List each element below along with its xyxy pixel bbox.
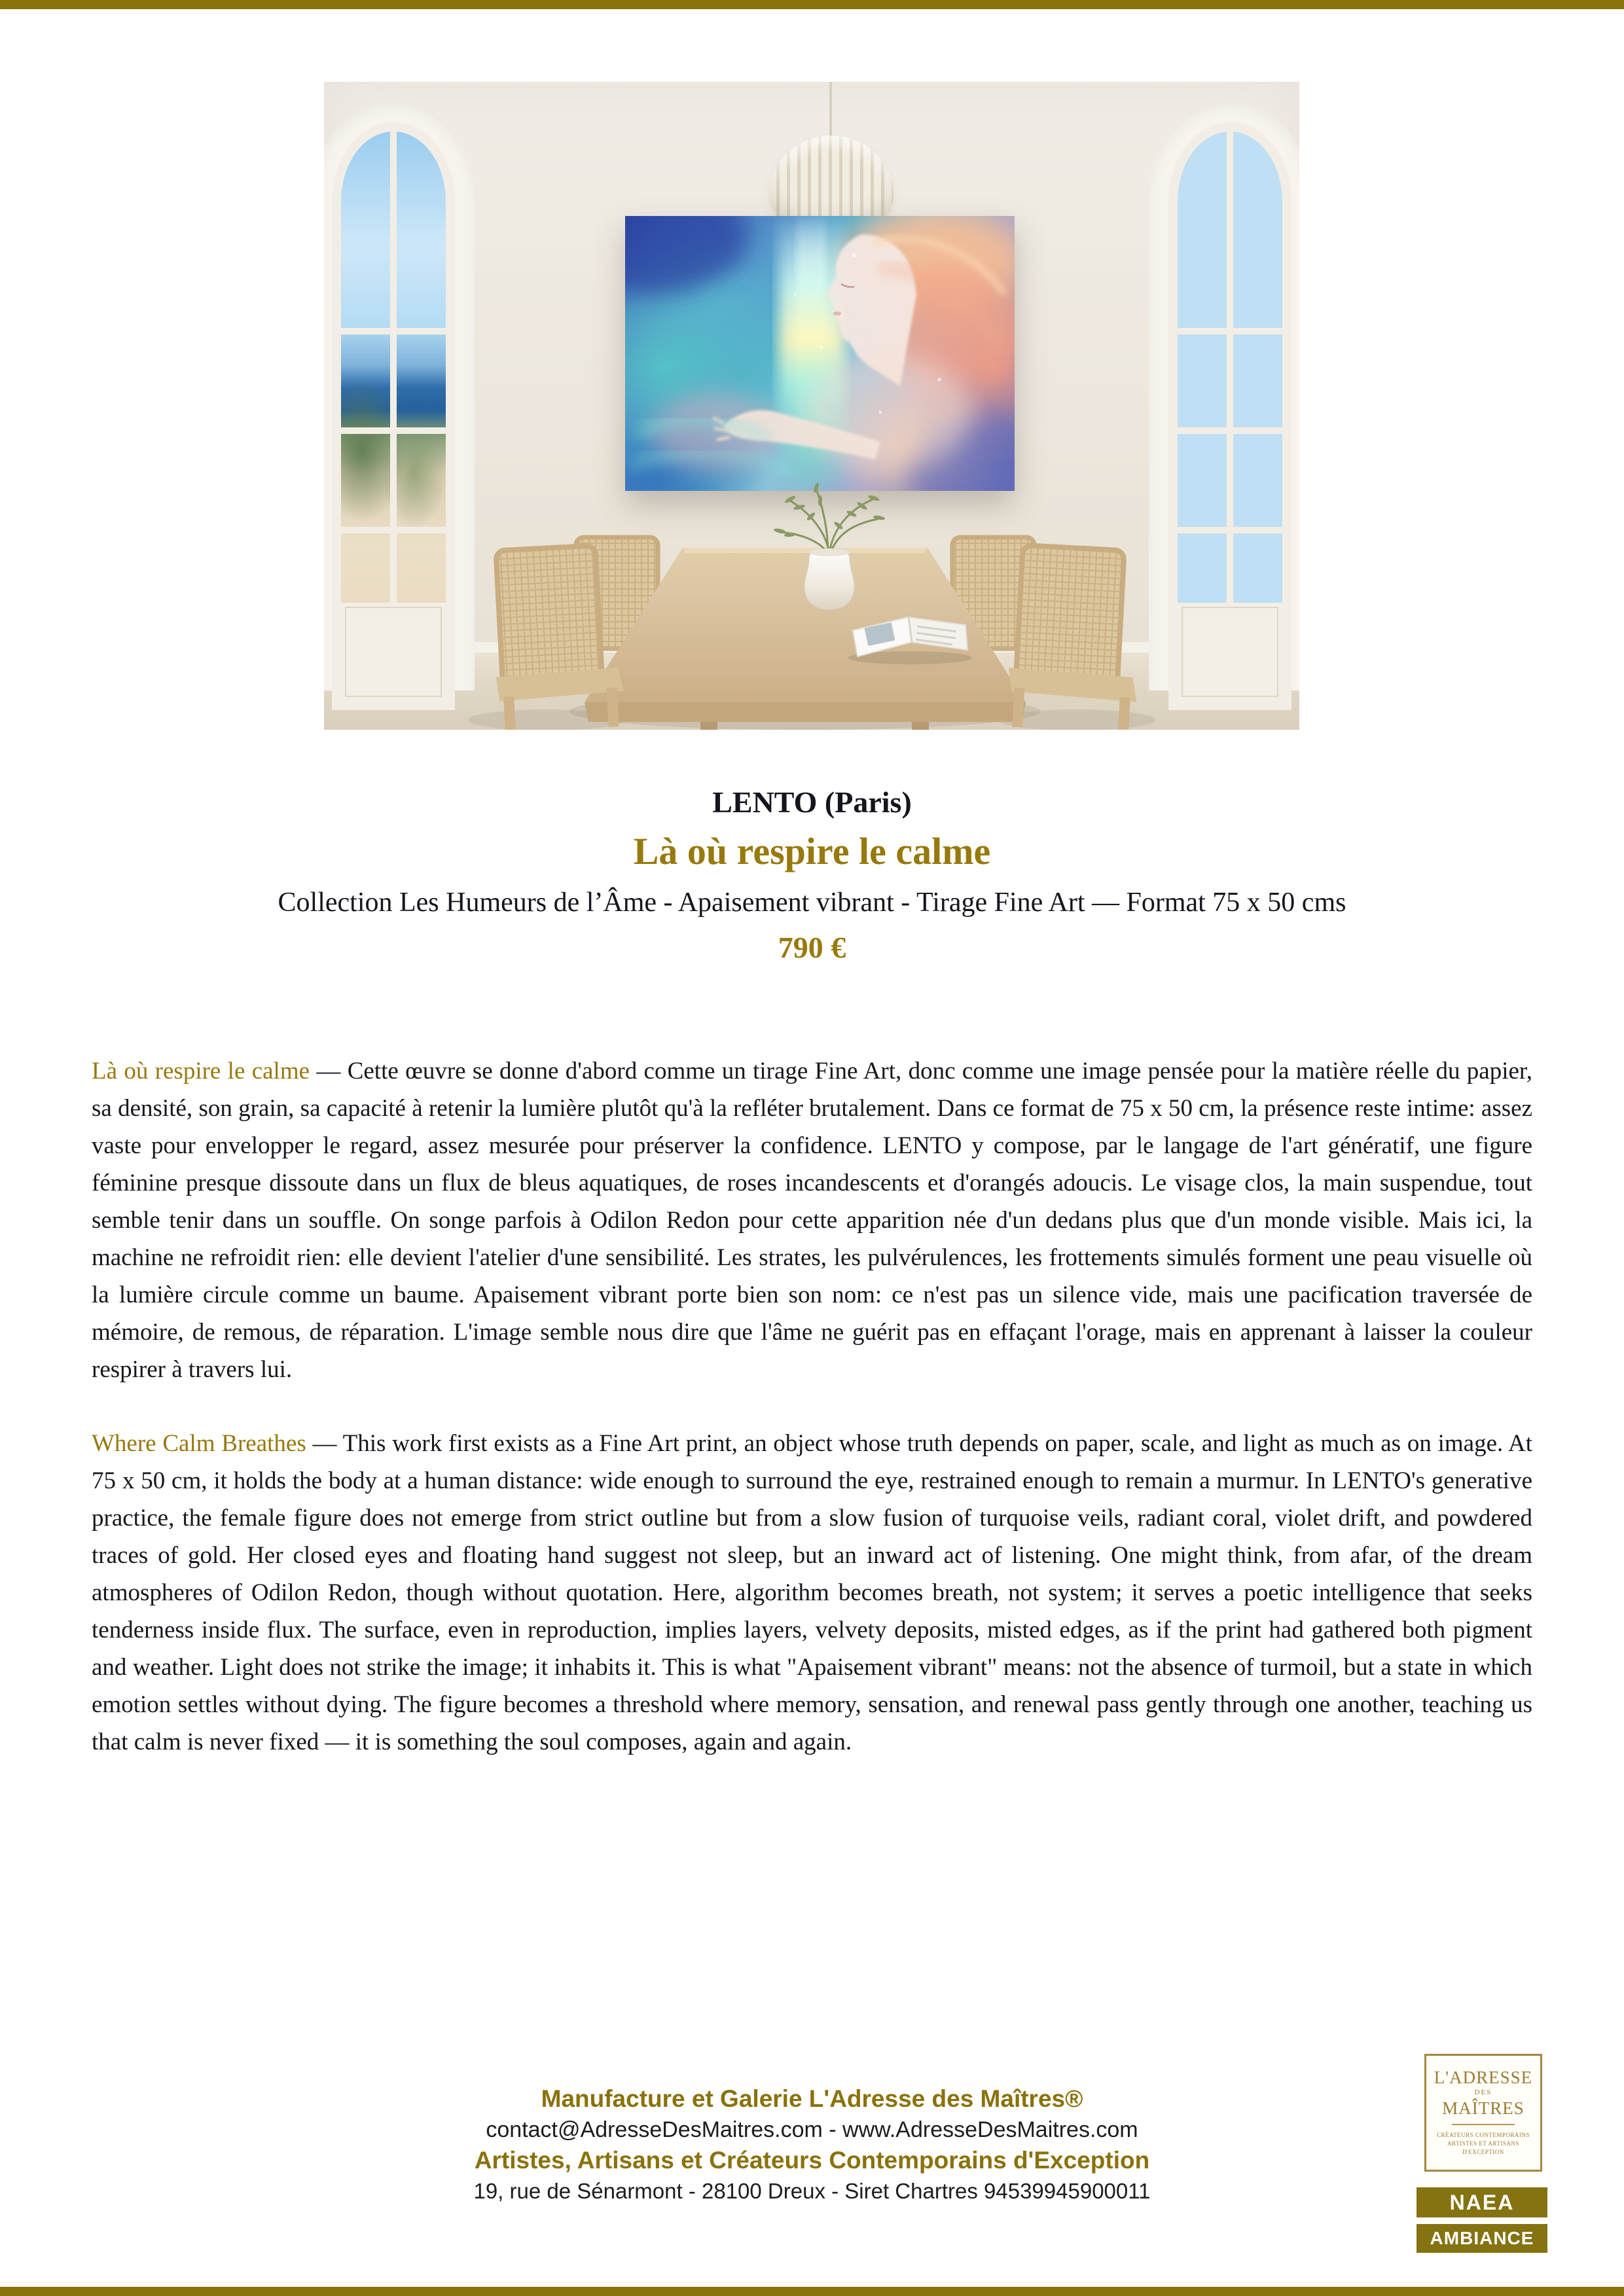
paragraph-separator: — [310,1058,348,1085]
olive-leaves [774,482,886,537]
title-block [0,783,1624,967]
top-gold-bar [0,0,1624,9]
paragraph-separator: — [306,1430,343,1457]
description-paragraph-fr [92,1052,1532,1388]
product-photo [324,82,1299,730]
paragraph-lead-en: Where Calm Breathes [92,1430,306,1457]
naea-badge: NAEA [1416,2187,1547,2217]
chair-front-right [1005,545,1144,730]
vase [804,548,854,609]
description-copy [92,1052,1532,1797]
artist-name: LENTO (Paris) [712,785,912,819]
bottom-gold-bar [0,2287,1624,2296]
description-paragraph-en [92,1425,1532,1761]
logo-line-maitres: MAÎTRES [1442,2098,1525,2118]
artwork-title: Là où respire le calme [633,830,991,872]
dining-scene [324,82,1299,730]
address-siret-line: 19, rue de Sénarmont - 28100 Dreux - Siret Chartres 94539945900011 [473,2179,1151,2203]
logo-line-des: DES [1474,2089,1492,2096]
gallery-tagline: Artistes, Artisans et Créateurs Contemporains d'Exception [474,2147,1150,2174]
gallery-name: Manufacture et Galerie L'Adresse des Maîtres® [541,2085,1083,2112]
paragraph-lead-fr: Là où respire le calme [92,1058,310,1085]
artwork-subtitle: Collection Les Humeurs de l’Âme - Apaisement vibrant - Tirage Fine Art — Format 75 x 50 cms [278,888,1346,918]
paragraph-body-fr: Cette œuvre se donne d'abord comme un tirage Fine Art, donc comme une image pensée pour la matière réelle du papier, sa densité, son grain, sa capacité à retenir la lumière plutôt qu'à la refléter brutalement. Dans ce format de 75 x 50 cm, la présence reste intime: assez vaste pour envelopper le regard, assez mesurée pour préserver la confidence. LENTO y compose, par le langage de l'art génératif, une figure féminine presque dissoute dans un flux de bleus aquatiques, de roses incandescents et d'orangés adoucis. Le visage clos, la main suspendue, tout semble tenir dans un souffle. On songe parfois à Odilon Redon pour cette apparition née d'un dedans plus que d'un monde visible. Mais ici, la machine ne refroidit rien: elle devient l'atelier d'une sensibilité. Les strates, les pulvérulences, les frottements simulés forment une peau visuelle où la lumière circule comme un baume. Apaisement vibrant porte bien son nom: ce n'est pas un silence vide, mais une pacification traversée de mémoire, de remous, de réparation. L'image semble nous dire que l'âme ne guérit pas en effaçant l'orage, mais en apprenant à laisser la couleur respirer à travers lui. [92,1058,1532,1383]
logo-sub-3: D'EXCEPTION [1462,2149,1504,2155]
price: 790 € [778,931,846,964]
logo-line-adresse: L'ADRESSE [1434,2068,1533,2087]
logo-divider [1452,2124,1515,2125]
logo-sub-2: ARTISTES ET ARTISANS [1447,2140,1519,2147]
logo-sub-1: CRÉATEURS CONTEMPORAINS [1437,2132,1530,2138]
paragraph-body-en: This work first exists as a Fine Art print, an object whose truth depends on paper, scale, and light as much as on image. At 75 x 50 cm, it holds the body at a human distance: wide enough to surround the eye, restrained enough to remain a murmur. In LENTO's generative practice, the female figure does not emerge from strict outline but from a slow fusion of turquoise veils, radiant coral, violet drift, and powdered traces of gold. Her closed eyes and floating hand suggest not sleep, but an inward act of listening. One might think, from afar, of the dream atmospheres of Odilon Redon, though without quotation. Here, algorithm becomes breath, not system; it serves a poetic intelligence that seeks tenderness inside flux. The surface, even in reproduction, implies layers, velvety deposits, misted edges, as if the print had gathered both pigment and weather. Light does not strike the image; it inhabits it. This is what "Apaisement vibrant" means: not the absence of turmoil, but a state in which emotion settles without dying. The figure becomes a threshold where memory, sensation, and renewal pass gently through one another, teaching us that calm is never fixed — it is something the soul composes, again and again. [92,1430,1532,1755]
gallery-logo [1424,2054,1542,2172]
contact-line: contact@AdresseDesMaitres.com - www.AdresseDesMaitres.com [486,2117,1138,2142]
footer-block [0,2083,1624,2206]
ambiance-badge: AMBIANCE [1416,2224,1547,2253]
